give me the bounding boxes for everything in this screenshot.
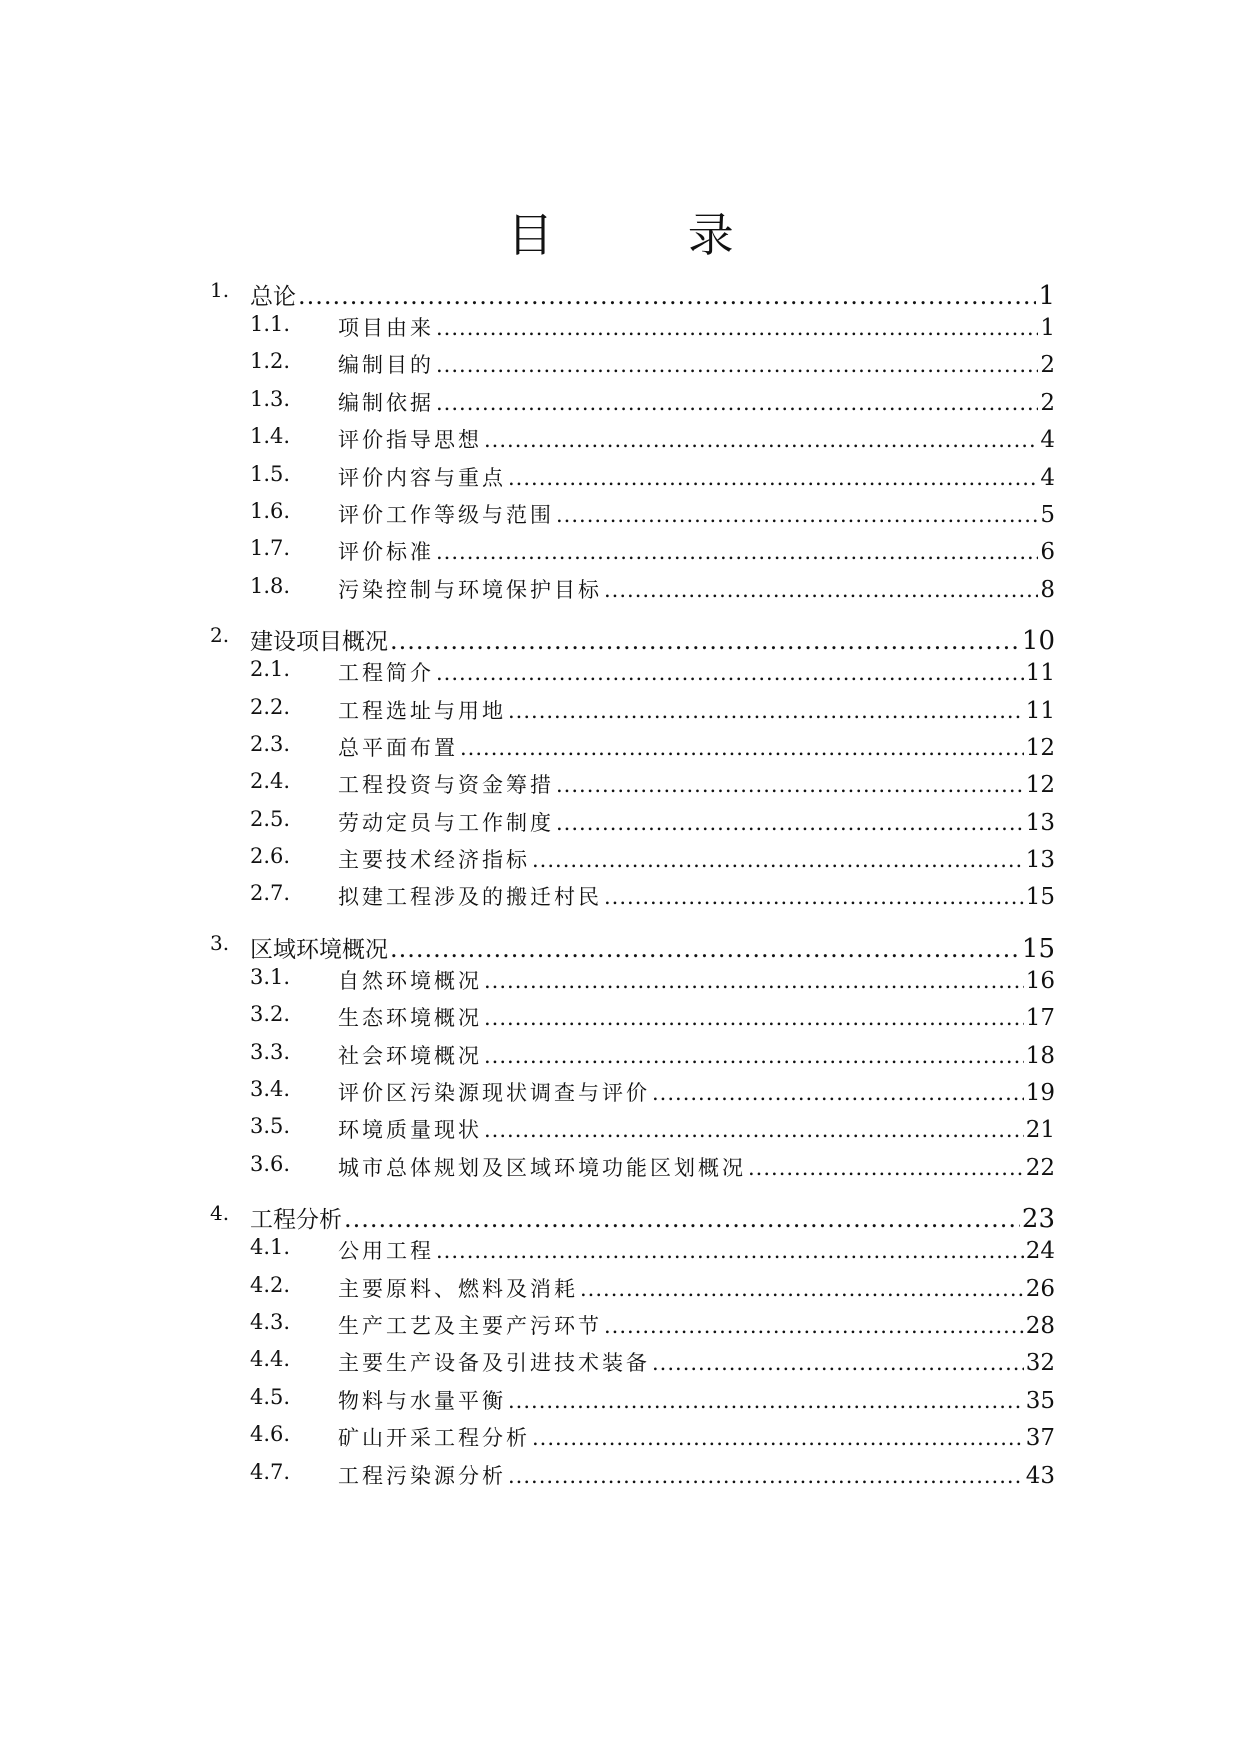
toc-entry-1-1[interactable]	[210, 312, 1055, 349]
toc-entry-4-4-page-number: 32	[1025, 1350, 1055, 1377]
toc-entry-3-4-leader-dots	[652, 1081, 1024, 1105]
toc-entry-3-1-page-number: 16	[1025, 967, 1055, 994]
toc-entry-3-4-page-number: 19	[1025, 1080, 1055, 1107]
toc-entry-1-5[interactable]	[210, 462, 1055, 499]
toc-section-3-title: 区域环境概况	[250, 936, 388, 963]
toc-entry-4-1[interactable]	[210, 1235, 1055, 1272]
toc-entry-4-2-number: 4.2.	[250, 1272, 291, 1297]
toc-entry-1-8-page-number: 8	[1040, 576, 1055, 603]
toc-entry-3-1-number: 3.1.	[250, 964, 291, 989]
toc-section-2[interactable]	[210, 623, 1055, 657]
toc-entry-1-4-page-number: 4	[1040, 427, 1055, 454]
toc-entry-3-3-number: 3.3.	[250, 1039, 291, 1064]
toc-entry-4-7-page-number: 43	[1025, 1462, 1055, 1489]
toc-entry-1-7-page-number: 6	[1040, 539, 1055, 566]
toc-entry-3-2-number: 3.2.	[250, 1002, 291, 1027]
toc-entry-1-2-number: 1.2.	[250, 349, 291, 374]
toc-section-1[interactable]	[210, 278, 1055, 312]
toc-entry-4-1-leader-dots	[436, 1239, 1024, 1263]
toc-section-1-leader-dots	[298, 282, 1036, 310]
toc-entry-3-3-page-number: 18	[1025, 1042, 1055, 1069]
toc-entry-3-6-title: 城市总体规划及区域环境功能区划概况	[338, 1155, 746, 1180]
toc-entry-2-5-title: 劳动定员与工作制度	[338, 810, 554, 835]
toc-entry-1-2-page-number: 2	[1040, 352, 1055, 379]
toc-entry-4-5-page-number: 35	[1025, 1387, 1055, 1414]
toc-entry-3-1[interactable]	[210, 965, 1055, 1002]
page-title: 目 录	[507, 208, 794, 262]
toc-entry-2-7-title: 拟建工程涉及的搬迁村民	[338, 885, 602, 910]
toc-entry-1-4-title: 评价指导思想	[338, 428, 482, 453]
toc-section-4-title: 工程分析	[250, 1207, 342, 1234]
toc-entry-3-6-leader-dots	[748, 1156, 1024, 1180]
toc-entry-2-5-page-number: 13	[1025, 809, 1055, 836]
toc-entry-2-7-page-number: 15	[1025, 884, 1055, 911]
toc-entry-4-5-leader-dots	[508, 1389, 1024, 1413]
toc-entry-2-3-title: 总平面布置	[338, 735, 458, 760]
toc-section-3-page-number: 15	[1021, 933, 1055, 964]
toc-entry-1-2[interactable]	[210, 349, 1055, 386]
toc-entry-2-7-number: 2.7.	[250, 881, 291, 906]
toc-entry-1-1-page-number: 1	[1040, 315, 1055, 341]
toc-entry-1-5-title: 评价内容与重点	[338, 465, 506, 490]
toc-entry-2-4-page-number: 12	[1025, 772, 1055, 799]
toc-entry-2-7-leader-dots	[604, 885, 1024, 909]
toc-entry-2-6-leader-dots	[532, 848, 1024, 872]
toc-entry-4-4[interactable]	[210, 1347, 1055, 1384]
toc-entry-2-4-leader-dots	[556, 773, 1024, 797]
toc-entry-4-7-leader-dots	[508, 1464, 1024, 1488]
toc-entry-3-4-number: 3.4.	[250, 1077, 291, 1102]
toc-entry-3-5-title: 环境质量现状	[338, 1118, 482, 1143]
toc-entry-3-1-leader-dots	[484, 969, 1024, 993]
toc-entry-1-3-title: 编制依据	[338, 390, 434, 415]
toc-entry-4-2-page-number: 26	[1025, 1275, 1055, 1302]
toc-entry-2-7[interactable]	[210, 881, 1055, 918]
toc-entry-1-4-number: 1.4.	[250, 424, 291, 449]
toc-entry-1-3-page-number: 2	[1040, 389, 1055, 416]
toc-entry-1-8-number: 1.8.	[250, 573, 291, 598]
toc-entry-4-3-number: 4.3.	[250, 1309, 291, 1334]
toc-entry-2-1-title: 工程简介	[338, 661, 434, 686]
toc-section-3[interactable]	[210, 931, 1055, 965]
toc-entry-3-4-title: 评价区污染源现状调查与评价	[338, 1081, 650, 1106]
toc-entry-4-6-page-number: 37	[1025, 1425, 1055, 1452]
toc-entry-3-1-title: 自然环境概况	[338, 968, 482, 993]
toc-entry-3-5-number: 3.5.	[250, 1114, 291, 1139]
toc-entry-2-4-number: 2.4.	[250, 769, 291, 794]
toc-entry-4-6-leader-dots	[532, 1426, 1024, 1450]
toc-entry-4-3-title: 生产工艺及主要产污环节	[338, 1313, 602, 1338]
toc-section-4-number: 4.	[210, 1201, 230, 1226]
toc-entry-4-4-leader-dots	[652, 1351, 1024, 1375]
toc-entry-4-2-title: 主要原料、燃料及消耗	[338, 1276, 578, 1301]
toc-entry-4-4-number: 4.4.	[250, 1347, 291, 1372]
toc-entry-3-3-title: 社会环境概况	[338, 1043, 482, 1068]
toc-section-3-number: 3.	[210, 930, 230, 955]
toc-entry-1-6-leader-dots	[556, 503, 1038, 527]
toc-entry-1-5-number: 1.5.	[250, 461, 291, 486]
toc-entry-4-7-title: 工程污染源分析	[338, 1463, 506, 1488]
toc-entry-1-7-title: 评价标准	[338, 540, 434, 565]
toc-section-2-number: 2.	[210, 623, 230, 648]
toc-entry-3-2-leader-dots	[484, 1006, 1024, 1030]
toc-entry-1-5-page-number: 4	[1040, 464, 1055, 491]
toc-entry-2-4-title: 工程投资与资金筹措	[338, 773, 554, 798]
toc-entry-1-6-page-number: 5	[1040, 501, 1055, 528]
toc-entry-4-2[interactable]	[210, 1273, 1055, 1310]
toc-entry-3-5-page-number: 21	[1025, 1117, 1055, 1144]
toc-entry-2-4[interactable]	[210, 769, 1055, 806]
table-of-contents	[210, 278, 1055, 1497]
toc-entry-1-8[interactable]	[210, 574, 1055, 611]
toc-entry-2-2[interactable]	[210, 695, 1055, 732]
toc-section-4-page-number: 23	[1021, 1204, 1055, 1235]
toc-entry-1-6-number: 1.6.	[250, 498, 291, 523]
toc-entry-3-5-leader-dots	[484, 1118, 1024, 1142]
toc-entry-4-1-number: 4.1.	[250, 1235, 291, 1260]
toc-entry-2-1[interactable]	[210, 657, 1055, 694]
toc-section-4-leader-dots	[344, 1205, 1020, 1233]
toc-entry-4-6[interactable]	[210, 1422, 1055, 1459]
toc-entry-3-5[interactable]	[210, 1114, 1055, 1151]
toc-entry-1-8-leader-dots	[604, 578, 1038, 602]
toc-entry-1-4[interactable]	[210, 424, 1055, 461]
toc-entry-1-6[interactable]	[210, 499, 1055, 536]
toc-entry-2-2-leader-dots	[508, 699, 1024, 723]
toc-entry-1-7[interactable]	[210, 536, 1055, 573]
toc-entry-2-2-page-number: 11	[1025, 697, 1055, 724]
toc-entry-4-3-page-number: 28	[1025, 1312, 1055, 1339]
toc-section-2-title: 建设项目概况	[250, 629, 388, 656]
toc-entry-1-5-leader-dots	[508, 466, 1038, 490]
toc-entry-3-2-title: 生态环境概况	[338, 1006, 482, 1031]
toc-entry-2-1-page-number: 11	[1025, 660, 1055, 687]
toc-entry-4-7[interactable]	[210, 1460, 1055, 1497]
toc-entry-1-3-number: 1.3.	[250, 386, 291, 411]
toc-section-1-page-number: 1	[1038, 281, 1055, 311]
toc-entry-4-6-title: 矿山开采工程分析	[338, 1426, 530, 1451]
toc-entry-3-2[interactable]	[210, 1002, 1055, 1039]
toc-entry-2-5[interactable]	[210, 807, 1055, 844]
toc-entry-1-7-number: 1.7.	[250, 536, 291, 561]
toc-entry-4-1-title: 公用工程	[338, 1239, 434, 1264]
toc-section-1-title: 总论	[250, 284, 296, 310]
toc-entry-1-2-leader-dots	[436, 353, 1038, 377]
toc-entry-1-1-leader-dots	[436, 316, 1038, 340]
toc-entry-1-3-leader-dots	[436, 391, 1038, 415]
toc-entry-3-6-page-number: 22	[1025, 1154, 1055, 1181]
toc-section-3-leader-dots	[390, 935, 1020, 963]
toc-entry-1-7-leader-dots	[436, 540, 1038, 564]
toc-entry-2-5-leader-dots	[556, 811, 1024, 835]
toc-entry-2-3-page-number: 12	[1025, 734, 1055, 761]
toc-entry-2-3-leader-dots	[460, 736, 1024, 760]
toc-entry-2-3-number: 2.3.	[250, 731, 291, 756]
toc-entry-2-2-number: 2.2.	[250, 694, 291, 719]
toc-entry-2-6[interactable]	[210, 844, 1055, 881]
toc-entry-4-1-page-number: 24	[1025, 1238, 1055, 1265]
toc-entry-2-6-title: 主要技术经济指标	[338, 848, 530, 873]
toc-entry-4-4-title: 主要生产设备及引进技术装备	[338, 1351, 650, 1376]
toc-entry-1-1-number: 1.1.	[250, 312, 291, 336]
toc-entry-3-2-page-number: 17	[1025, 1005, 1055, 1032]
toc-entry-4-5-number: 4.5.	[250, 1384, 291, 1409]
toc-entry-2-6-number: 2.6.	[250, 844, 291, 869]
toc-entry-3-4[interactable]	[210, 1077, 1055, 1114]
toc-entry-2-5-number: 2.5.	[250, 806, 291, 831]
toc-entry-2-1-leader-dots	[436, 661, 1024, 685]
toc-entry-4-7-number: 4.7.	[250, 1459, 291, 1484]
toc-entry-4-3[interactable]	[210, 1310, 1055, 1347]
toc-entry-2-6-page-number: 13	[1025, 847, 1055, 874]
toc-entry-3-3[interactable]	[210, 1040, 1055, 1077]
toc-section-2-leader-dots	[390, 627, 1020, 655]
toc-entry-3-3-leader-dots	[484, 1044, 1024, 1068]
toc-entry-1-1-title: 项目由来	[338, 316, 434, 340]
toc-entry-3-6[interactable]	[210, 1152, 1055, 1189]
toc-entry-1-2-title: 编制目的	[338, 353, 434, 378]
toc-entry-4-2-leader-dots	[580, 1277, 1024, 1301]
toc-entry-1-6-title: 评价工作等级与范围	[338, 502, 554, 527]
toc-section-1-number: 1.	[210, 278, 230, 302]
toc-entry-3-6-number: 3.6.	[250, 1151, 291, 1176]
toc-entry-1-4-leader-dots	[484, 428, 1038, 452]
toc-entry-4-6-number: 4.6.	[250, 1422, 291, 1447]
toc-section-4[interactable]	[210, 1201, 1055, 1235]
toc-entry-2-2-title: 工程选址与用地	[338, 698, 506, 723]
toc-section-2-page-number: 10	[1021, 626, 1055, 657]
toc-entry-4-3-leader-dots	[604, 1314, 1024, 1338]
toc-entry-1-3[interactable]	[210, 387, 1055, 424]
toc-entry-4-5-title: 物料与水量平衡	[338, 1388, 506, 1413]
toc-entry-2-1-number: 2.1.	[250, 657, 291, 682]
toc-entry-2-3[interactable]	[210, 732, 1055, 769]
toc-entry-4-5[interactable]	[210, 1385, 1055, 1422]
toc-entry-1-8-title: 污染控制与环境保护目标	[338, 577, 602, 602]
